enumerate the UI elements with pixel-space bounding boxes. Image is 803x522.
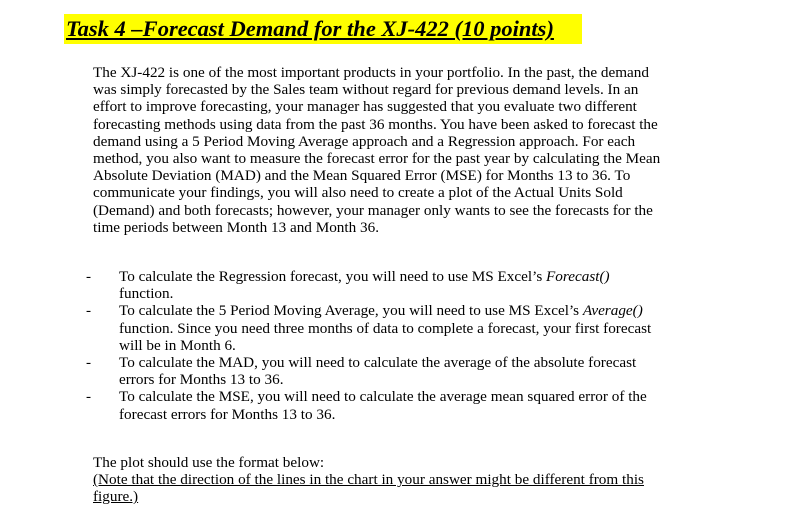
bullet-line (119, 268, 736, 285)
bullet-line: function. Since you need three months of data to complete a forecast, your first forecast (119, 319, 652, 337)
note-line: figure.) (93, 488, 139, 506)
intro-line: Absolute Deviation (MAD) and the Mean Squared Error (MSE) for Months 13 to 36. To (93, 167, 631, 185)
bullet-line (119, 302, 736, 319)
bullet-line: will be in Month 6. (119, 336, 236, 354)
note-line: (Note that the direction of the lines in the chart in your answer might be different from this (93, 471, 644, 489)
list-item (86, 388, 736, 422)
intro-line: method, you also want to measure the forecast error for the past year by calculating the Mean (93, 150, 661, 168)
closing-paragraph (93, 454, 733, 506)
bullet-line: function. (119, 285, 174, 303)
intro-line: demand using a 5 Period Moving Average approach and a Regression approach. For each (93, 132, 636, 150)
list-item (86, 302, 736, 354)
intro-line: effort to improve forecasting, your manager has suggested that you evaluate two different (93, 98, 637, 116)
list-item (86, 354, 736, 388)
list-item (86, 268, 736, 302)
instruction-list (86, 268, 736, 423)
task-title: Task 4 –Forecast Demand for the XJ-422 (10 points) (64, 14, 582, 44)
bullet-text: To calculate the Regression forecast, you will need to use MS Excel’s (119, 268, 547, 285)
function-name: Forecast() (546, 268, 610, 285)
bullet-dash: - (86, 268, 92, 285)
bullet-text: To calculate the 5 Period Moving Average, you will need to use MS Excel’s (119, 302, 583, 320)
intro-line: The XJ-422 is one of the most important products in your portfolio. In the past, the demand (93, 64, 649, 81)
bullet-line: To calculate the MAD, you will need to calculate the average of the absolute forecast (119, 354, 637, 372)
bullet-line: forecast errors for Months 13 to 36. (119, 405, 336, 423)
bullet-dash: - (86, 302, 92, 320)
intro-paragraph (93, 64, 733, 236)
intro-line: communicate your findings, you will also need to create a plot of the Actual Units Sold (93, 184, 623, 202)
intro-line: (Demand) and both forecasts; however, your manager only wants to see the forecasts for the (93, 201, 653, 219)
bullet-dash: - (86, 388, 92, 406)
closing-line: The plot should use the format below: (93, 454, 325, 471)
bullet-dash: - (86, 354, 92, 372)
bullet-line: errors for Months 13 to 36. (119, 371, 284, 389)
function-name: Average() (582, 302, 643, 320)
intro-line: forecasting methods using data from the past 36 months. You have been asked to forecast the (93, 115, 658, 133)
intro-line: time periods between Month 13 and Month 36. (93, 218, 379, 236)
bullet-line: To calculate the MSE, you will need to calculate the average mean squared error of the (119, 388, 647, 406)
intro-line: was simply forecasted by the Sales team without regard for previous demand levels. In an (93, 81, 639, 99)
